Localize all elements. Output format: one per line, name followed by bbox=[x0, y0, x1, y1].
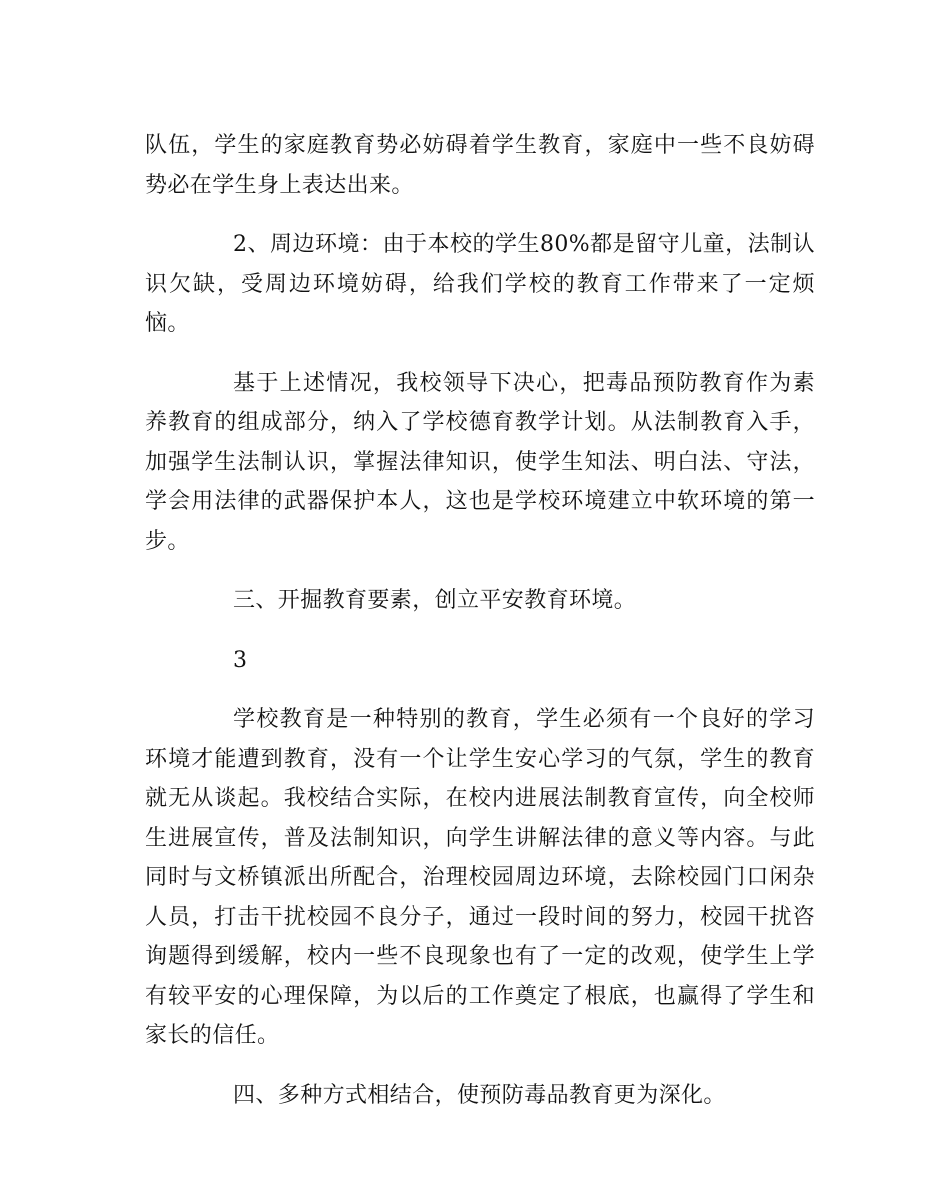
paragraph-school-education: 学校教育是一种特别的教育，学生必须有一个良好的学习环境才能遭到教育，没有一个让学生安心学习的气氛，学生的教育就无从谈起。我校结合实际，在校内进展法制教育宣传，向全校师生进展宣传，普及法制知识，向学生讲解法律的意义等内容。与此同时与文桥镇派出所配合，治理校园周边环境，去除校园门口闲杂人员，打击干扰校园不良分子，通过一段时间的努力，校园干扰咨询题得到缓解，校内一些不良现象也有了一定的改观，使学生上学有较平安的心理保障，为以后的工作奠定了根底，也赢得了学生和家长的信任。 bbox=[145, 707, 815, 1048]
section-heading-four: 四、多种方式相结合，使预防毒品教育更为深化。 bbox=[233, 1082, 726, 1108]
paragraph-surrounding-environment: 2、周边环境：由于本校的学生80%都是留守儿童，法制认识欠缺，受周边环境妨碍，给我们学校的教育工作带来了一定烦恼。 bbox=[145, 232, 815, 336]
paragraph-school-decision: 基于上述情况，我校领导下决心，把毒品预防教育作为素养教育的组成部分，纳入了学校德育教学计划。从法制教育入手，加强学生法制认识，掌握法律知识，使学生知法、明白法、守法，学会用法律的武器保护本人，这也是学校环境建立中软环境的第一步。 bbox=[145, 370, 815, 554]
document-body bbox=[145, 126, 815, 1135]
section-heading-three: 三、开掘教育要素，创立平安教育环境。 bbox=[233, 588, 637, 613]
paragraph-continuation: 队伍，学生的家庭教育势必妨碍着学生教育，家庭中一些不良妨碍势必在学生身上表达出来。 bbox=[145, 133, 815, 198]
page-number: 3 bbox=[233, 647, 248, 673]
